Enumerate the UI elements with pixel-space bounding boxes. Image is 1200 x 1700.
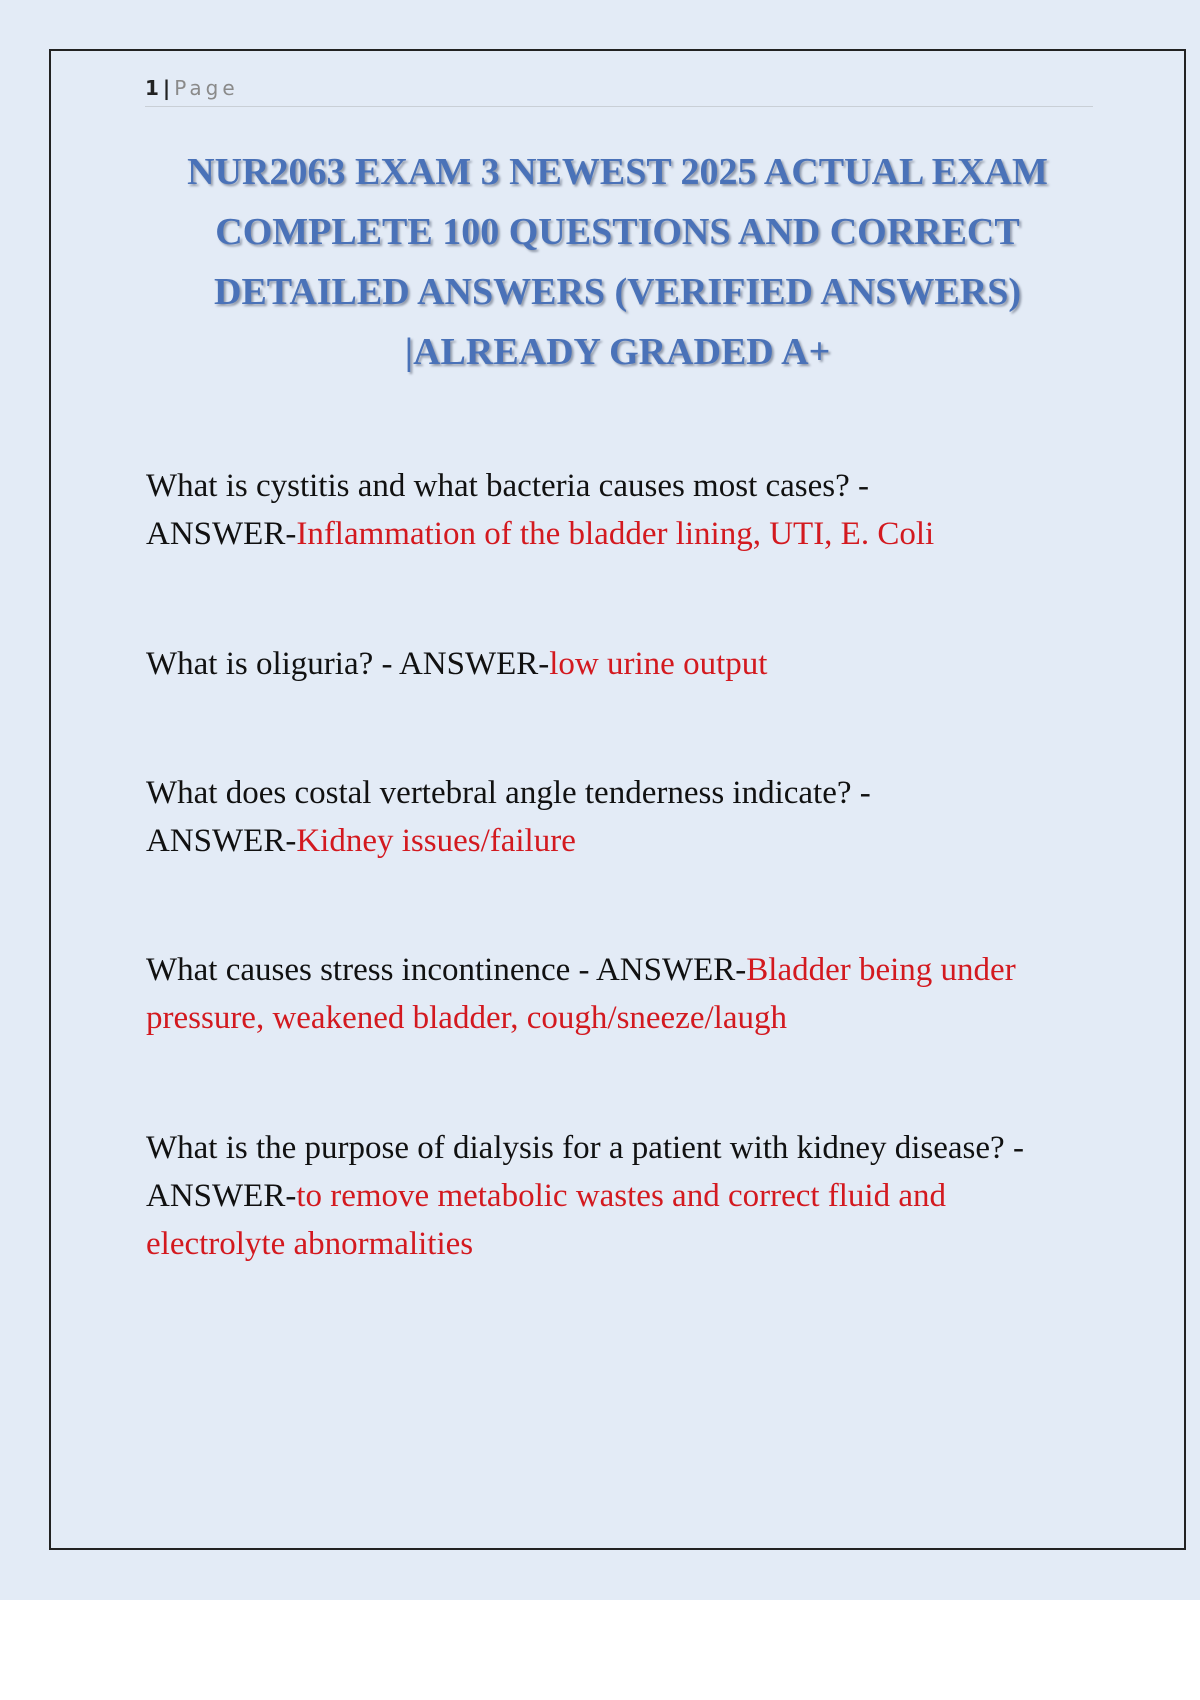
answer-text: Kidney issues/failure (296, 823, 576, 859)
page-header (145, 74, 1093, 107)
document-title (100, 142, 1135, 382)
question-text: What is the purpose of dialysis for a patient with kidney disease? - (146, 1130, 1024, 1166)
title-line: COMPLETE 100 QUESTIONS AND CORRECT (215, 211, 1020, 253)
answer-text: Bladder being under pressure, weakened bladder, cough/sneeze/laugh (146, 952, 1016, 1036)
title-line: DETAILED ANSWERS (VERIFIED ANSWERS) (214, 271, 1021, 313)
qa-item (146, 1124, 1066, 1268)
answer-text: low urine output (549, 646, 768, 682)
page-separator: | (162, 76, 171, 100)
answer-text: Inflammation of the bladder lining, UTI, E. Coli (296, 516, 935, 552)
answer-prefix: ANSWER- (146, 516, 297, 552)
question-text: What is cystitis and what bacteria causes most cases? - (146, 468, 870, 504)
page-label: Page (174, 76, 239, 100)
answer-text: to remove metabolic wastes and correct fluid and electrolyte abnormalities (146, 1178, 946, 1262)
page-number: 1 (145, 76, 159, 100)
question-text: What causes stress incontinence - (146, 952, 596, 988)
qa-item (146, 769, 1066, 865)
answer-prefix: ANSWER- (146, 823, 297, 859)
qa-item (146, 640, 1066, 688)
title-line: |ALREADY GRADED A+ (404, 331, 831, 373)
answer-prefix: ANSWER- (595, 952, 747, 988)
title-line: NUR2063 EXAM 3 NEWEST 2025 ACTUAL EXAM (187, 151, 1048, 193)
answer-prefix: ANSWER- (146, 1178, 297, 1214)
qa-item (146, 946, 1066, 1042)
qa-item (146, 462, 1066, 558)
question-text: What does costal vertebral angle tenderness indicate? - (146, 775, 871, 811)
answer-prefix: ANSWER- (398, 646, 550, 682)
question-text: What is oliguria? - (146, 646, 399, 682)
